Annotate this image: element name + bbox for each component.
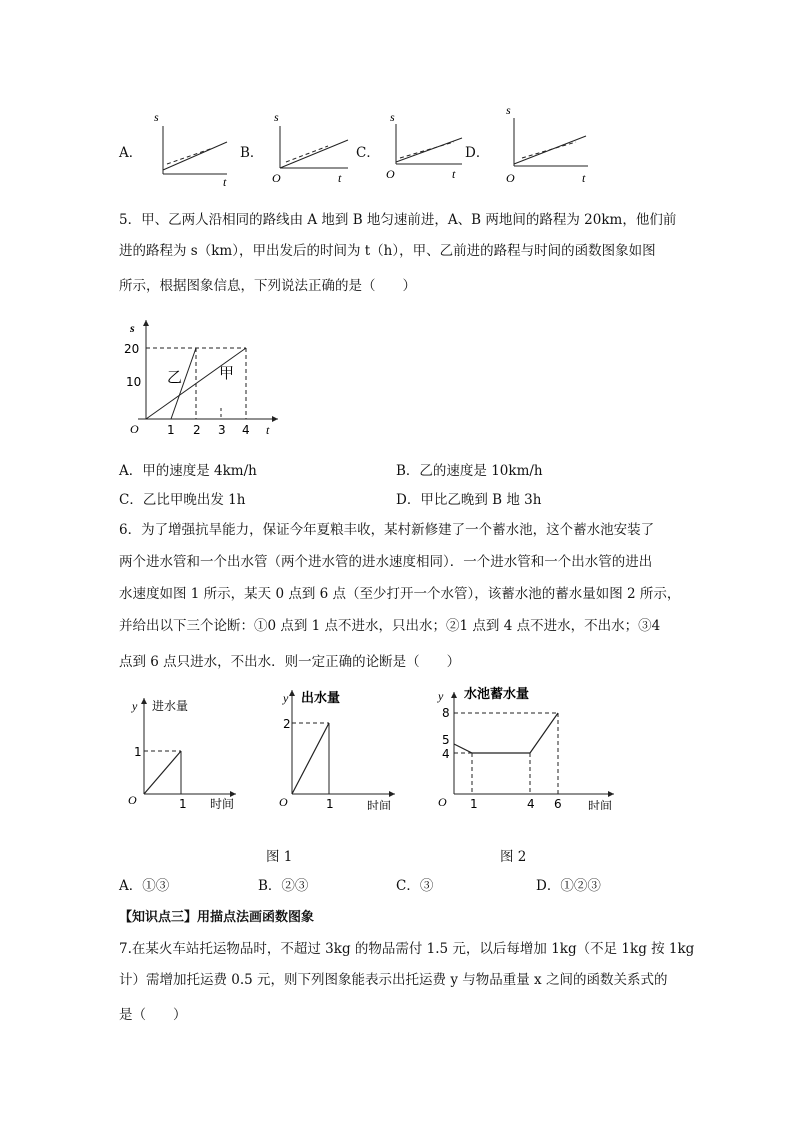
q5-option-c: C．乙比甲晚出发 1h: [119, 492, 246, 508]
q6-fig2-ytick-4: 4: [442, 747, 450, 761]
q6-fig1b-title: 出水量: [301, 690, 341, 705]
q5-axis-y-label: s: [130, 321, 135, 335]
q6-fig1b-axis-y: y: [283, 691, 289, 705]
q6-fig1b-ytick: 2: [283, 717, 291, 731]
q6-fig1b-xtick: 1: [326, 797, 334, 810]
q5-chart: [118, 316, 288, 440]
q5-label-yi: 乙: [167, 370, 183, 386]
q6-fig1a-origin: O: [128, 793, 137, 807]
q4-option-d-graph: [500, 100, 600, 188]
q5-line-1: 5．甲、乙两人沿相同的路线由 A 地到 B 地匀速前进，A、B 两地间的路程为 20km，他们前: [119, 212, 677, 228]
q6-fig1-outflow-chart: [277, 684, 402, 810]
q6-fig1b-axis-x: 时间: [367, 799, 392, 810]
q6-fig1a-xtick: 1: [179, 797, 187, 810]
q5-xtick-3: 3: [218, 423, 226, 437]
q5-ytick-10: 10: [126, 375, 142, 389]
q6-fig2-storage-chart: [430, 684, 620, 810]
q6-line-2: 两个进水管和一个出水管（两个进水管的进水速度相同）．一个进水管和一个出水管的进出: [119, 554, 653, 570]
q4-option-b-letter: B．: [240, 145, 264, 161]
q5-xtick-4: 4: [242, 423, 250, 437]
q5-xtick-1: 1: [167, 423, 175, 437]
q4-b-origin: O: [272, 171, 281, 185]
q5-option-d: D．甲比乙晚到 B 地 3h: [396, 492, 542, 508]
q5-axis-x-label: t: [266, 423, 270, 437]
q6-line-5: 点到 6 点只进水，不出水．则一定正确的论断是（ ）: [119, 654, 461, 670]
q4-option-a-letter: A．: [119, 145, 143, 161]
q6-line-1: 6．为了增强抗旱能力，保证今年夏粮丰收，某村新修建了一个蓄水池，这个蓄水池安装了: [119, 522, 655, 538]
q5-option-b: B．乙的速度是 10km/h: [396, 463, 543, 479]
q5-xtick-2: 2: [193, 423, 201, 437]
q6-caption-fig2: 图 2: [500, 849, 527, 865]
q6-fig1-inflow-chart: [124, 690, 244, 810]
q4-option-c-letter: C．: [356, 145, 380, 161]
q4-a-axis-x: t: [223, 175, 227, 189]
q5-line-3: 所示，根据图象信息，下列说法正确的是（ ）: [119, 278, 416, 294]
q4-a-dashed-line: [167, 148, 213, 164]
q4-option-a-graph: [145, 104, 245, 189]
q6-fig1b-origin: O: [279, 795, 288, 809]
q6-option-a: A．①③: [119, 878, 170, 894]
q6-fig1a-ytick: 1: [134, 745, 142, 759]
q4-option-b-graph: [268, 104, 368, 189]
q6-fig1a-axis-x: 时间: [210, 797, 235, 810]
q6-fig2-title: 水池蓄水量: [464, 686, 530, 701]
q6-fig2-line: [454, 713, 558, 753]
q6-fig2-origin: O: [438, 795, 447, 809]
q6-fig1b-line: [292, 723, 329, 794]
q6-option-c: C．③: [396, 878, 434, 894]
q6-line-4: 并给出以下三个论断：①0 点到 1 点不进水，只出水；②1 点到 4 点不进水，不出水；③4: [119, 618, 661, 634]
q6-fig2-xtick-1: 1: [470, 797, 478, 810]
q4-a-axis-y: s: [154, 110, 159, 124]
q6-fig2-axis-y: y: [438, 689, 444, 703]
q4-c-dashed-line: [400, 142, 454, 158]
q5-line-2: 进的路程为 s（km），甲出发后的时间为 t（h），甲、乙前进的路程与时间的函数图象如图: [119, 243, 656, 259]
q6-option-d: D．①②③: [536, 878, 601, 894]
q4-d-origin: O: [506, 171, 515, 185]
q6-fig1a-title: 进水量: [152, 699, 189, 713]
q4-c-axis-x: t: [452, 167, 456, 181]
q4-b-dashed-line: [286, 146, 328, 162]
q4-a-solid-line: [163, 142, 227, 170]
q4-d-axis-y: s: [506, 103, 511, 117]
q5-label-jia: 甲: [219, 366, 235, 382]
q4-c-axis-y: s: [390, 110, 395, 124]
section-title: 【知识点三】用描点法画函数图象: [119, 910, 315, 925]
q6-line-3: 水速度如图 1 所示，某天 0 点到 6 点（至少打开一个水管），该蓄水池的蓄水量如图 2 所示，: [119, 586, 681, 602]
q7-line-3: 是（ ）: [119, 1007, 187, 1023]
q6-fig1a-line: [144, 751, 181, 794]
q4-b-axis-y: s: [274, 110, 279, 124]
q4-d-dashed-line: [522, 142, 576, 158]
q6-fig2-xtick-4: 4: [527, 797, 535, 810]
q6-fig2-ytick-8: 8: [442, 706, 450, 720]
q5-ytick-20: 20: [124, 342, 140, 356]
q6-fig2-xtick-6: 6: [554, 797, 562, 810]
q6-fig2-ytick-5: 5: [442, 733, 450, 747]
q6-option-b: B．②③: [258, 878, 309, 894]
q4-option-d-letter: D．: [465, 145, 490, 161]
q4-d-axis-x: t: [582, 171, 586, 185]
q4-b-solid-line: [280, 140, 348, 168]
q5-origin: O: [130, 422, 139, 436]
q6-fig2-axis-x: 时间: [588, 799, 613, 810]
q4-b-axis-x: t: [338, 171, 342, 185]
q4-c-solid-line: [396, 138, 462, 162]
q6-fig1a-axis-y: y: [132, 699, 138, 713]
q7-line-2: 计）需增加托运费 0.5 元，则下列图象能表示出托运费 y 与物品重量 x 之间的函数关系式的: [119, 972, 668, 988]
q7-line-1: 7.在某火车站托运物品时，不超过 3kg 的物品需付 1.5 元，以后每增加 1kg（不足 1kg 按 1kg: [119, 941, 695, 957]
q4-c-origin: O: [386, 167, 395, 181]
q5-option-a: A．甲的速度是 4km/h: [119, 463, 257, 479]
q6-caption-fig1: 图 1: [266, 849, 293, 865]
